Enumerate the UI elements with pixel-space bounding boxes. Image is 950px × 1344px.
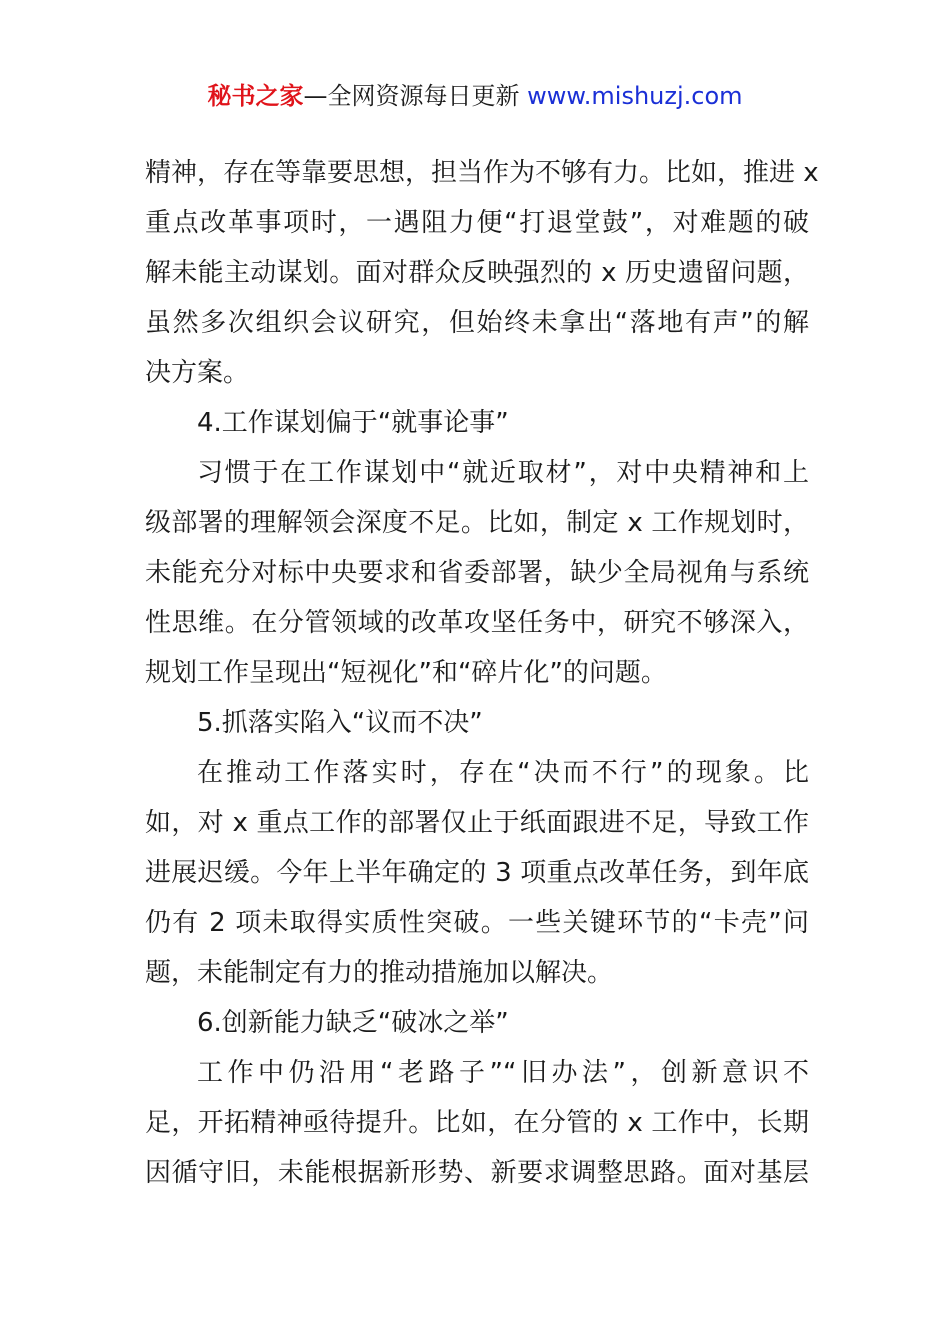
text-line: 性思维。在分管领域的改革攻坚任务中，研究不够深入， <box>145 608 809 638</box>
text-line: 重点改革事项时，一遇阻力便“打退堂鼓”，对难题的破 <box>145 208 809 238</box>
section-heading-4 <box>145 398 809 448</box>
text-line: 在推动工作落实时，存在“决而不行”的现象。比 <box>197 758 809 788</box>
paragraph-section-4 <box>145 448 809 698</box>
site-url-link[interactable]: www.mishuzj.com <box>527 82 743 110</box>
text-line: 决方案。 <box>145 358 250 388</box>
text-line: 解未能主动谋划。面对群众反映强烈的 x 历史遗留问题， <box>145 258 809 288</box>
paragraph-section-6 <box>145 1048 809 1198</box>
text-line: 进展迟缓。今年上半年确定的 3 项重点改革任务，到年底 <box>145 858 809 888</box>
section-heading-5 <box>145 698 809 748</box>
text-line: 题，未能制定有力的推动措施加以解决。 <box>145 958 614 988</box>
text-line: 习惯于在工作谋划中“就近取材”，对中央精神和上 <box>197 458 809 488</box>
paragraph-continued <box>145 148 819 398</box>
text-line: 虽然多次组织会议研究，但始终未拿出“落地有声”的解 <box>145 308 809 338</box>
heading-text: 4.工作谋划偏于“就事论事” <box>197 408 509 438</box>
text-line: 未能充分对标中央要求和省委部署，缺少全局视角与系统 <box>145 558 809 588</box>
heading-text: 5.抓落实陷入“议而不决” <box>197 708 483 738</box>
paragraph-section-5 <box>145 748 809 998</box>
page-header <box>0 80 950 112</box>
text-line: 因循守旧，未能根据新形势、新要求调整思路。面对基层 <box>145 1158 809 1188</box>
text-line: 工作中仍沿用“老路子”“旧办法”，创新意识不 <box>197 1058 809 1088</box>
brand-name: 秘书之家 <box>207 82 304 110</box>
document-body <box>145 148 819 1198</box>
heading-text: 6.创新能力缺乏“破冰之举” <box>197 1008 509 1038</box>
text-line: 级部署的理解领会深度不足。比如，制定 x 工作规划时， <box>145 508 809 538</box>
text-line: 如，对 x 重点工作的部署仅止于纸面跟进不足，导致工作 <box>145 808 809 838</box>
text-line: 规划工作呈现出“短视化”和“碎片化”的问题。 <box>145 658 667 688</box>
text-line: 足，开拓精神亟待提升。比如，在分管的 x 工作中，长期 <box>145 1108 809 1138</box>
text-line: 仍有 2 项未取得实质性突破。一些关键环节的“卡壳”问 <box>145 908 809 938</box>
section-heading-6 <box>145 998 809 1048</box>
header-tagline: —全网资源每日更新 <box>303 82 520 110</box>
text-line: 精神，存在等靠要思想，担当作为不够有力。比如，推进 x <box>145 158 819 188</box>
